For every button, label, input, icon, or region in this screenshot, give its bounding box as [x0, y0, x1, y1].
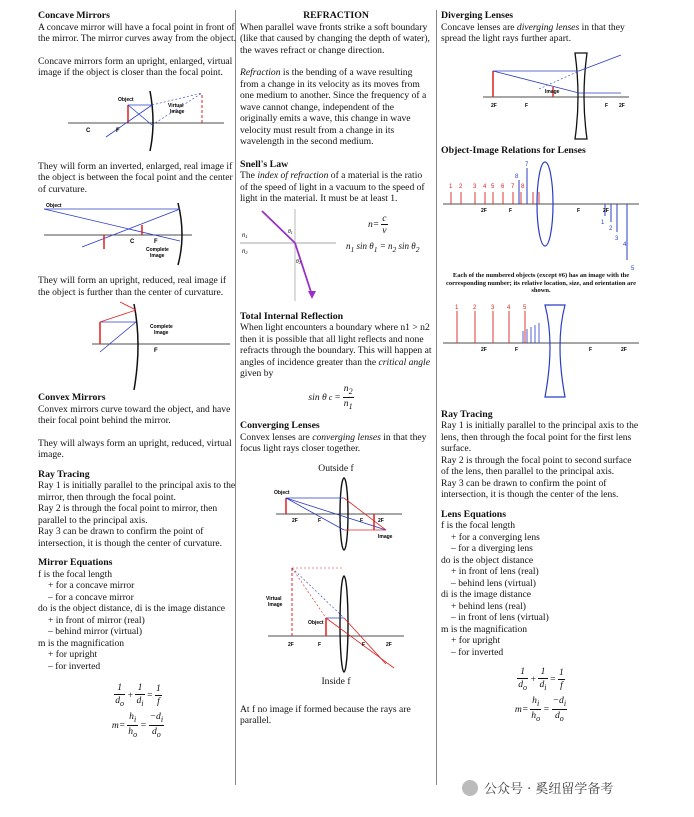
caption-outside-f: Outside f — [318, 462, 354, 474]
label: C — [86, 127, 91, 134]
number-label: 7 — [511, 184, 515, 190]
number-label: 3 — [491, 304, 495, 311]
index-equation: n= $\frac{c}{v}$ — [368, 212, 387, 236]
label: 2F — [603, 208, 609, 214]
label: 2F — [619, 102, 625, 109]
text: is the bending of a wave resulting from a change in its velocity as its moves from one medium to another. Since the frequency of a wave cannot change, independent of the originally emits a wave, this change in wave velocity must result from a change in its wavelength in the second medium. — [240, 67, 427, 147]
heading-ray-tracing-lens: Ray Tracing — [441, 408, 493, 420]
label: F — [360, 518, 364, 525]
figure-concave-virtual — [66, 85, 226, 153]
number-label: 2 — [473, 304, 477, 311]
label: F — [318, 642, 322, 649]
text: A concave mirror will have a focal point in front of the mirror. The mirror curves away from the object. — [38, 21, 237, 44]
text: – for inverted — [451, 646, 504, 658]
text: When light encounters a boundary where n1 > n2 then it is possible that all light reflects and none refracts through the boundary. This will happen at angles of incidence greater than the — [240, 322, 432, 368]
label: Object — [46, 203, 62, 209]
lens-equation: $\frac{1}{d_o}$ + $\frac{1}{d_i}$ = $\frac{1}{f}$ — [518, 666, 564, 692]
column-refraction — [240, 10, 432, 727]
text: – in front of lens (virtual) — [451, 612, 549, 623]
svg-text:θ2: $\theta_2$ — [296, 258, 301, 265]
label: C — [130, 239, 135, 245]
heading-snells-law: Snell's Law — [240, 158, 289, 170]
text: of a material is the ratio of the speed of light in a vacuum to the speed of light in the material. It must be at least 1. — [240, 170, 425, 204]
text — [240, 322, 432, 380]
text: Ray 1 is initially parallel to the principal axis to the lens, then through the focal point for the first lens surface. — [441, 420, 639, 454]
label: F — [515, 346, 519, 353]
text: – behind mirror (virtual) — [48, 626, 143, 637]
text: The — [240, 170, 258, 181]
snell-figure — [240, 205, 432, 303]
label: 2F — [481, 208, 487, 214]
text: – for a diverging lens — [451, 543, 533, 554]
number-label: 3 — [615, 236, 619, 242]
label: 2F — [481, 346, 487, 353]
text: Ray 1 is initially parallel to the principal axis to the mirror, then through the focal point. — [38, 480, 236, 503]
label: Object — [274, 490, 290, 497]
label: 2F — [386, 642, 392, 649]
label: F — [509, 208, 513, 214]
number-label: 3 — [473, 184, 477, 190]
column-lenses — [441, 10, 641, 725]
text: Ray 3 can be drawn to confirm the point of intersection, it is though the center of the lens. — [441, 477, 619, 500]
snells-equation: $n_1$ $\sin \theta_1 = n_2$ $\sin \theta_2$ — [346, 240, 420, 254]
label: 2F — [292, 518, 298, 525]
text: m is the magnification — [38, 637, 125, 649]
heading-convex: Convex Mirrors — [38, 392, 106, 403]
text: Ray 2 is through the focal point to second surface of the lens, then parallel to the principal axis. — [441, 454, 632, 477]
label: F — [154, 348, 158, 354]
heading-converging: Converging Lenses — [240, 420, 320, 432]
figure-converging-outside — [274, 476, 404, 554]
label: Object — [118, 96, 134, 103]
text: do is the object distance, di is the image distance — [38, 603, 226, 614]
number-label: 8 — [515, 174, 519, 180]
text: in that they spread the light rays further apart. — [441, 21, 625, 44]
text: + for upright — [451, 635, 501, 646]
svg-text:n1: n1 — [242, 232, 248, 239]
text: do is the object distance — [441, 554, 534, 566]
heading-concave: Concave Mirrors — [38, 10, 110, 21]
number-label: 1 — [449, 184, 453, 190]
heading-object-image: Object-Image Relations for Lenses — [441, 144, 586, 156]
figure-object-image-diverging — [441, 301, 641, 401]
label: Virtual — [266, 596, 282, 603]
label: Image — [268, 602, 283, 609]
label: F — [318, 518, 322, 525]
wechat-icon — [462, 780, 478, 796]
label: 2F — [378, 518, 384, 525]
figure-object-image-converging — [441, 160, 641, 272]
figure-caption: Each of the numbered objects (except #6) has an image with the corresponding number; its relative location, size, and orientation are shown. — [446, 272, 636, 294]
label: F — [605, 102, 609, 109]
label: F — [577, 208, 581, 214]
label: Virtual — [168, 102, 184, 109]
text: index of refraction — [257, 170, 329, 181]
number-label: 2 — [459, 184, 463, 190]
label: F — [362, 642, 366, 649]
text: Refraction — [240, 67, 281, 78]
number-label: 5 — [631, 266, 635, 272]
heading-lens-equations: Lens Equations — [441, 508, 507, 520]
label: 2F — [491, 102, 497, 109]
text: They will form an inverted, enlarged, real image if the object is between the focal point and the center of curvature. — [38, 160, 233, 195]
heading-tir: Total Internal Reflection — [240, 310, 344, 322]
label: 2F — [621, 346, 627, 353]
watermark-text: 公众号 · 奚纽留学备考 — [484, 782, 614, 797]
heading-mirror-equations: Mirror Equations — [38, 557, 113, 568]
text: + for a converging lens — [451, 531, 540, 543]
text: Concave mirrors form an upright, enlarged, virtual image if the object is closer than the focal point. — [38, 55, 233, 78]
label: Image — [378, 534, 393, 541]
number-label: 2 — [609, 226, 613, 232]
figure-concave-real — [42, 199, 202, 267]
text: + behind lens (real) — [451, 600, 526, 612]
text: diverging lenses — [516, 21, 580, 33]
number-label: 4 — [483, 184, 487, 190]
text: + for upright — [48, 649, 98, 660]
text: Ray 2 is through the focal point to mirror, then parallel to the principal axis. — [38, 503, 218, 526]
heading-refraction: REFRACTION — [303, 10, 369, 21]
critical-angle-equation: sin θ c = $\frac{n_2}{n_1}$ — [308, 382, 353, 411]
text: + in front of mirror (real) — [48, 614, 145, 626]
text: – for a concave mirror — [48, 591, 134, 603]
heading-ray-tracing: Ray Tracing — [38, 468, 90, 480]
text — [240, 67, 432, 148]
svg-text:θ1: $\theta_1$ — [288, 228, 293, 235]
heading-diverging: Diverging Lenses — [441, 10, 514, 21]
number-label: 4 — [507, 304, 511, 311]
text: + in front of lens (real) — [451, 566, 539, 577]
label: Image — [170, 108, 185, 115]
text: converging lenses — [312, 431, 381, 443]
label: Image — [545, 88, 560, 95]
label: F — [116, 127, 120, 134]
number-label: 1 — [601, 220, 605, 226]
label: F — [154, 239, 158, 245]
column-mirrors — [38, 10, 238, 741]
number-label: 1 — [455, 304, 459, 311]
label: Complete — [146, 247, 169, 253]
text: They will form an upright, reduced, real image if the object is further than the center of curvature. — [38, 275, 227, 298]
figure-converging-inside — [266, 564, 406, 674]
text — [240, 432, 432, 455]
text: Convex mirrors curve toward the object, and have their focal point behind the mirror. — [38, 403, 231, 426]
text: – for inverted — [48, 660, 101, 672]
label: Image — [154, 330, 169, 336]
figure-diverging — [481, 49, 631, 141]
text: di is the image distance — [441, 589, 532, 600]
text: given by — [240, 368, 274, 379]
text: m is the magnification — [441, 623, 528, 635]
text: – behind lens (virtual) — [451, 577, 536, 589]
text: Ray 3 can be drawn to confirm the point of intersection, it is though the center of curvature. — [38, 526, 223, 549]
column-divider — [436, 10, 437, 785]
text: Concave lenses are — [441, 21, 517, 33]
svg-text:n2: n2 — [242, 248, 248, 255]
number-label: 7 — [525, 162, 529, 168]
label: Object — [308, 620, 324, 627]
text — [441, 22, 641, 45]
label: F — [589, 346, 593, 353]
number-label: 8 — [521, 184, 525, 190]
number-label: 6 — [501, 184, 505, 190]
mirror-equation: $\frac{1}{d_o}$ + $\frac{1}{d_i}$ = $\frac{1}{f}$ — [115, 682, 161, 708]
magnification-equation: m= $\frac{h_i}{h_o}$ = $\frac{-d_i}{d_o}$ — [111, 710, 164, 740]
text: When parallel wave fronts strike a soft boundary (like that caused by changing the depth of water), the waves refract or change direction. — [240, 21, 430, 56]
refraction-diagram — [240, 207, 340, 303]
text: At f no image if formed because the rays are parallel. — [240, 703, 411, 727]
caption-inside-f: Inside f — [321, 676, 351, 688]
figure-concave-reduced — [90, 300, 250, 392]
label: Complete — [150, 324, 173, 330]
label: Image — [150, 253, 165, 259]
text: in that they focus light rays closer together. — [240, 431, 427, 455]
text: f is the focal length — [38, 568, 113, 580]
text: critical angle — [378, 356, 430, 368]
watermark — [462, 778, 613, 797]
label: 2F — [288, 642, 294, 649]
text: They will always form an upright, reduced, virtual image. — [38, 437, 232, 460]
text: Convex lenses are — [240, 431, 313, 443]
number-label: 5 — [491, 184, 495, 190]
text: f is the focal length — [441, 520, 516, 531]
number-label: 4 — [623, 242, 627, 248]
text: + for a concave mirror — [48, 580, 135, 591]
label: F — [525, 102, 529, 109]
lens-magnification-equation: m= $\frac{h_i}{h_o}$ = $\frac{-d_i}{d_o}$ — [514, 694, 567, 724]
number-label: 5 — [523, 304, 527, 311]
text — [240, 170, 432, 205]
